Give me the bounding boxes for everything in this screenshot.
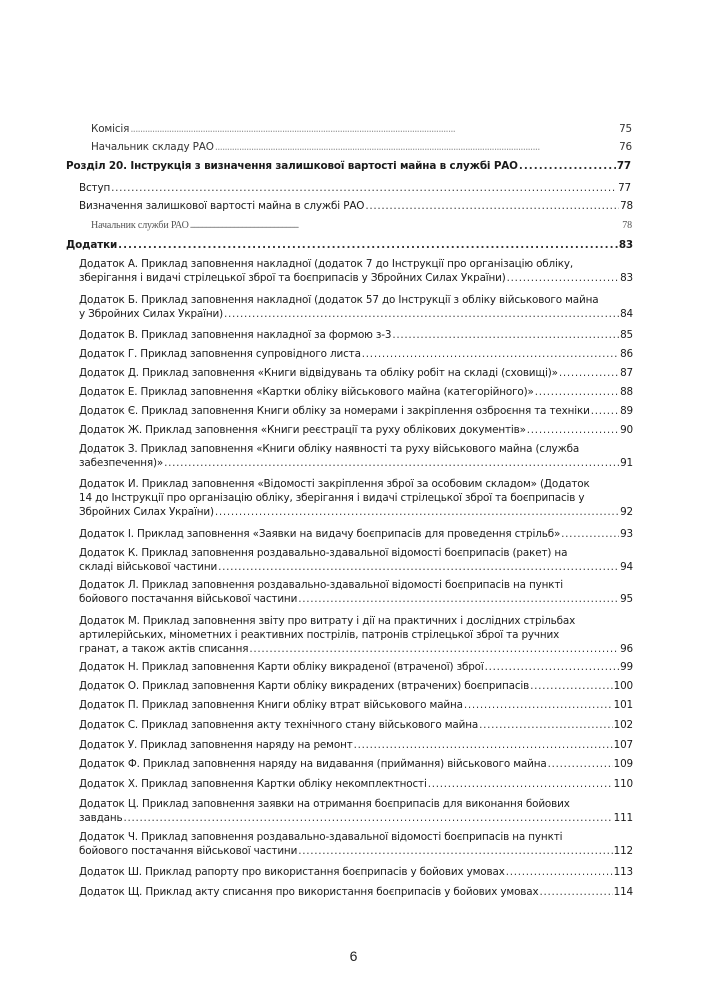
toc-entry-page: 113 (613, 866, 633, 878)
toc-entry-title: Комісія (91, 123, 130, 135)
toc-entry-title: Додаток Х. Приклад заповнення Картки обліку некомплектності (79, 778, 427, 790)
page-number: 6 (349, 948, 358, 964)
toc-entry-appendix-n[interactable] (79, 660, 633, 674)
toc-entry-title: Додаток В. Приклад заповнення накладної за формою з-3 (79, 329, 392, 341)
toc-entry-page: 76 (619, 141, 632, 153)
toc-entry-title-line: Додаток Ц. Приклад заповнення заявки на отримання боєприпасів для виконання бойових (79, 798, 570, 810)
toc-entry-title-line: 14 до Інструкції про організацію обліку, зберігання і видачі стрілецької зброї та боєприпасів у (79, 492, 585, 504)
toc-entry-appendix-i[interactable] (79, 527, 633, 541)
toc-entry-page: 95 (620, 593, 633, 605)
toc-entry-title: Додаток Щ. Приклад акту списання про використання боєприпасів у бойових умовах (79, 886, 539, 898)
leader-dots (507, 271, 619, 285)
toc-entry-title: Додаток Н. Приклад заповнення Карти обліку викраденої (втраченої) зброї (79, 661, 484, 673)
toc-entry-title: Додаток І. Приклад заповнення «Заявки на видачу боєприпасів для проведення стрільб» (79, 528, 561, 540)
toc-entry-appendix-ts[interactable] (79, 797, 633, 825)
toc-entry-title-line: складі військової частини (79, 561, 218, 573)
leader-dots (215, 505, 619, 519)
toc-entry-title: Додаток Г. Приклад заповнення супровідного листа (79, 348, 361, 360)
toc-entry-title-line: Додаток Б. Приклад заповнення накладної (додаток 57 до Інструкції з обліку військового майна (79, 294, 599, 306)
leader-dots (535, 385, 619, 399)
toc-entry-page: 110 (613, 778, 633, 790)
toc-entry-page: 100 (613, 680, 633, 692)
leader-dots (224, 307, 619, 321)
leader-dots (527, 423, 619, 437)
toc-entry-title: Додаток Ж. Приклад заповнення «Книги реєстрації та руху облікових документів» (79, 424, 526, 436)
leader-dots (561, 527, 619, 541)
toc-entry-page: 99 (620, 661, 633, 673)
toc-entry-title: Додаток Д. Приклад заповнення «Книги відвідувань та обліку робіт на складі (сховищі)» (79, 367, 558, 379)
toc-entry-appendix-p[interactable] (79, 698, 633, 712)
toc-entry-page: 90 (620, 424, 633, 436)
toc-entry-title: Вступ (79, 182, 111, 194)
toc-entry-title: Додаток Е. Приклад заповнення «Картки обліку військового майна (категорійного)» (79, 386, 534, 398)
toc-entry-appendix-l[interactable] (79, 578, 633, 606)
leader-dots (506, 865, 613, 879)
toc-entry-page: 89 (620, 405, 633, 417)
leader-dots (111, 181, 617, 195)
leader-dots (392, 328, 619, 342)
toc-entry-title-line: бойового постачання військової частини (79, 845, 298, 857)
toc-entry-nachalnyk-sluzhby[interactable] (91, 219, 632, 233)
toc-entry-vstup[interactable] (79, 181, 631, 195)
toc-entry-title-line: Додаток М. Приклад заповнення звіту про витрату і дії на практичних і дослідних стрільбах (79, 615, 576, 627)
toc-entry-appendix-ye[interactable] (79, 404, 633, 418)
toc-entry-page: 109 (613, 758, 633, 770)
toc-entry-page: 75 (619, 123, 632, 135)
toc-entry-appendix-o[interactable] (79, 679, 633, 693)
toc-entry-page: 114 (613, 886, 633, 898)
leader-dots (539, 885, 612, 899)
toc-entry-appendix-z[interactable] (79, 442, 633, 470)
toc-entry-appendix-v[interactable] (79, 328, 633, 342)
toc-entry-page: 78 (620, 200, 633, 212)
leader-dots (130, 122, 618, 136)
toc-entry-page: 83 (618, 239, 633, 251)
leader-dots (298, 592, 619, 606)
toc-entry-title: Додаток Ф. Приклад заповнення наряду на видавання (приймання) військового майна (79, 758, 547, 770)
toc-entry-appendix-b[interactable] (79, 293, 633, 321)
toc-entry-appendix-y[interactable] (79, 477, 633, 519)
toc-entry-page: 94 (620, 561, 633, 573)
toc-entry-page: 86 (620, 348, 633, 360)
toc-entry-appendix-shch[interactable] (79, 885, 633, 899)
toc-entry-title: Розділ 20. Інструкція з визначення залишкової вартості майна в службі РАО (66, 160, 518, 172)
toc-entry-nachalnyk-skladu[interactable] (91, 140, 632, 154)
toc-entry-page: 112 (613, 845, 633, 857)
toc-entry-page: 92 (620, 506, 633, 518)
toc-entry-komisiia[interactable] (91, 122, 632, 136)
toc-entry-title-line: Додаток И. Приклад заповнення «Відомості закріплення зброї за особовим складом» (Додаток (79, 478, 590, 490)
toc-entry-title-line: артилерійських, мінометних і реактивних пострілів, патронів стрілецької зброї та ручних (79, 629, 560, 641)
toc-entry-appendix-u[interactable] (79, 738, 633, 752)
toc-entry-appendix-f[interactable] (79, 757, 633, 771)
toc-entry-appendix-k[interactable] (79, 546, 633, 574)
toc-entry-page: 84 (620, 308, 633, 320)
toc-entry-title-line: Додаток Л. Приклад заповнення роздавально-здавальної відомості боєприпасів на пункті (79, 579, 564, 591)
toc-entry-page: 93 (620, 528, 633, 540)
toc-entry-appendix-ch[interactable] (79, 830, 633, 858)
leader-dots (428, 777, 613, 791)
toc-entry-title: Начальник складу РАО (91, 141, 214, 153)
toc-entry-appendix-a[interactable] (79, 257, 633, 285)
toc-entry-appendix-m[interactable] (79, 614, 633, 656)
leader-dots (530, 679, 613, 693)
toc-entry-appendix-d[interactable] (79, 366, 633, 380)
toc-entry-appendices[interactable] (66, 238, 633, 252)
toc-entry-title: Додаток П. Приклад заповнення Книги обліку втрат військового майна (79, 699, 463, 711)
toc-entry-page: 107 (613, 739, 633, 751)
toc-entry-title: Додаток Ш. Приклад рапорту про використання боєприпасів у бойових умовах (79, 866, 505, 878)
toc-entry-title-line: у Збройних Силах України) (79, 308, 224, 320)
toc-entry-page: 91 (620, 457, 633, 469)
toc-entry-title-line: Збройних Силах України) (79, 506, 214, 518)
leader-dots (190, 219, 622, 233)
toc-entry-title: Додаток С. Приклад заповнення акту технічного стану військового майна (79, 719, 479, 731)
toc-entry-page: 96 (620, 643, 633, 655)
leader-dots (249, 642, 619, 656)
toc-entry-page: 101 (613, 699, 633, 711)
leader-dots (559, 366, 619, 380)
toc-entry-appendix-sh[interactable] (79, 865, 633, 879)
toc-entry-appendix-h[interactable] (79, 347, 633, 361)
toc-entry-vyznachennia[interactable] (79, 199, 633, 213)
toc-entry-title-line: Додаток З. Приклад заповнення «Книги обліку наявності та руху військового майна (служба (79, 443, 580, 455)
toc-entry-page: 77 (618, 182, 631, 194)
toc-entry-page: 83 (620, 272, 633, 284)
leader-dots (548, 757, 613, 771)
leader-dots (485, 660, 619, 674)
toc-entry-title-line: зберігання і видачі стрілецької зброї та боєприпасів у Збройних Силах України) (79, 272, 506, 284)
toc-entry-section-20[interactable] (66, 159, 631, 173)
toc-entry-title-line: бойового постачання військової частини (79, 593, 298, 605)
toc-entry-title: Додаток У. Приклад заповнення наряду на ремонт (79, 739, 353, 751)
toc-entry-title-line: Додаток Ч. Приклад заповнення роздавально-здавальної відомості боєприпасів на пункті (79, 831, 563, 843)
toc-entry-page: 78 (622, 220, 632, 231)
toc-entry-page: 77 (616, 160, 631, 172)
toc-entry-page: 88 (620, 386, 633, 398)
leader-dots (118, 238, 618, 252)
leader-dots (479, 718, 612, 732)
toc-entry-title-line: завдань (79, 812, 123, 824)
leader-dots (362, 347, 619, 361)
leader-dots (215, 140, 618, 154)
toc-entry-title: Додаток О. Приклад заповнення Карти обліку викрадених (втрачених) боєприпасів (79, 680, 530, 692)
toc-entry-title-line: Додаток А. Приклад заповнення накладної (додаток 7 до Інструкції про організацію обліку, (79, 258, 574, 270)
toc-entry-title-line: забезпечення)» (79, 457, 164, 469)
toc-entry-appendix-e[interactable] (79, 385, 633, 399)
leader-dots (123, 811, 612, 825)
leader-dots (519, 159, 616, 173)
toc-entry-page: 111 (613, 812, 633, 824)
toc-entry-page: 102 (613, 719, 633, 731)
toc-entry-title: Додаток Є. Приклад заповнення Книги обліку за номерами і закріплення озброєння та техніки (79, 405, 590, 417)
leader-dots (464, 698, 613, 712)
leader-dots (218, 560, 619, 574)
toc-entry-page: 85 (620, 329, 633, 341)
leader-dots (164, 456, 619, 470)
toc-entry-title: Визначення залишкової вартості майна в службі РАО (79, 200, 365, 212)
toc-entry-title: Додатки (66, 239, 118, 251)
toc-entry-page: 87 (620, 367, 633, 379)
leader-dots (298, 844, 612, 858)
toc-entry-title: Начальник служби РАО (91, 220, 189, 231)
leader-dots (354, 738, 613, 752)
toc-entry-appendix-kh[interactable] (79, 777, 633, 791)
leader-dots (591, 404, 619, 418)
toc-entry-title-line: Додаток К. Приклад заповнення роздавально-здавальної відомості боєприпасів (ракет) на (79, 547, 568, 559)
toc-entry-appendix-zh[interactable] (79, 423, 633, 437)
leader-dots (365, 199, 619, 213)
toc-entry-appendix-s[interactable] (79, 718, 633, 732)
toc-entry-title-line: гранат, а також актів списання (79, 643, 249, 655)
